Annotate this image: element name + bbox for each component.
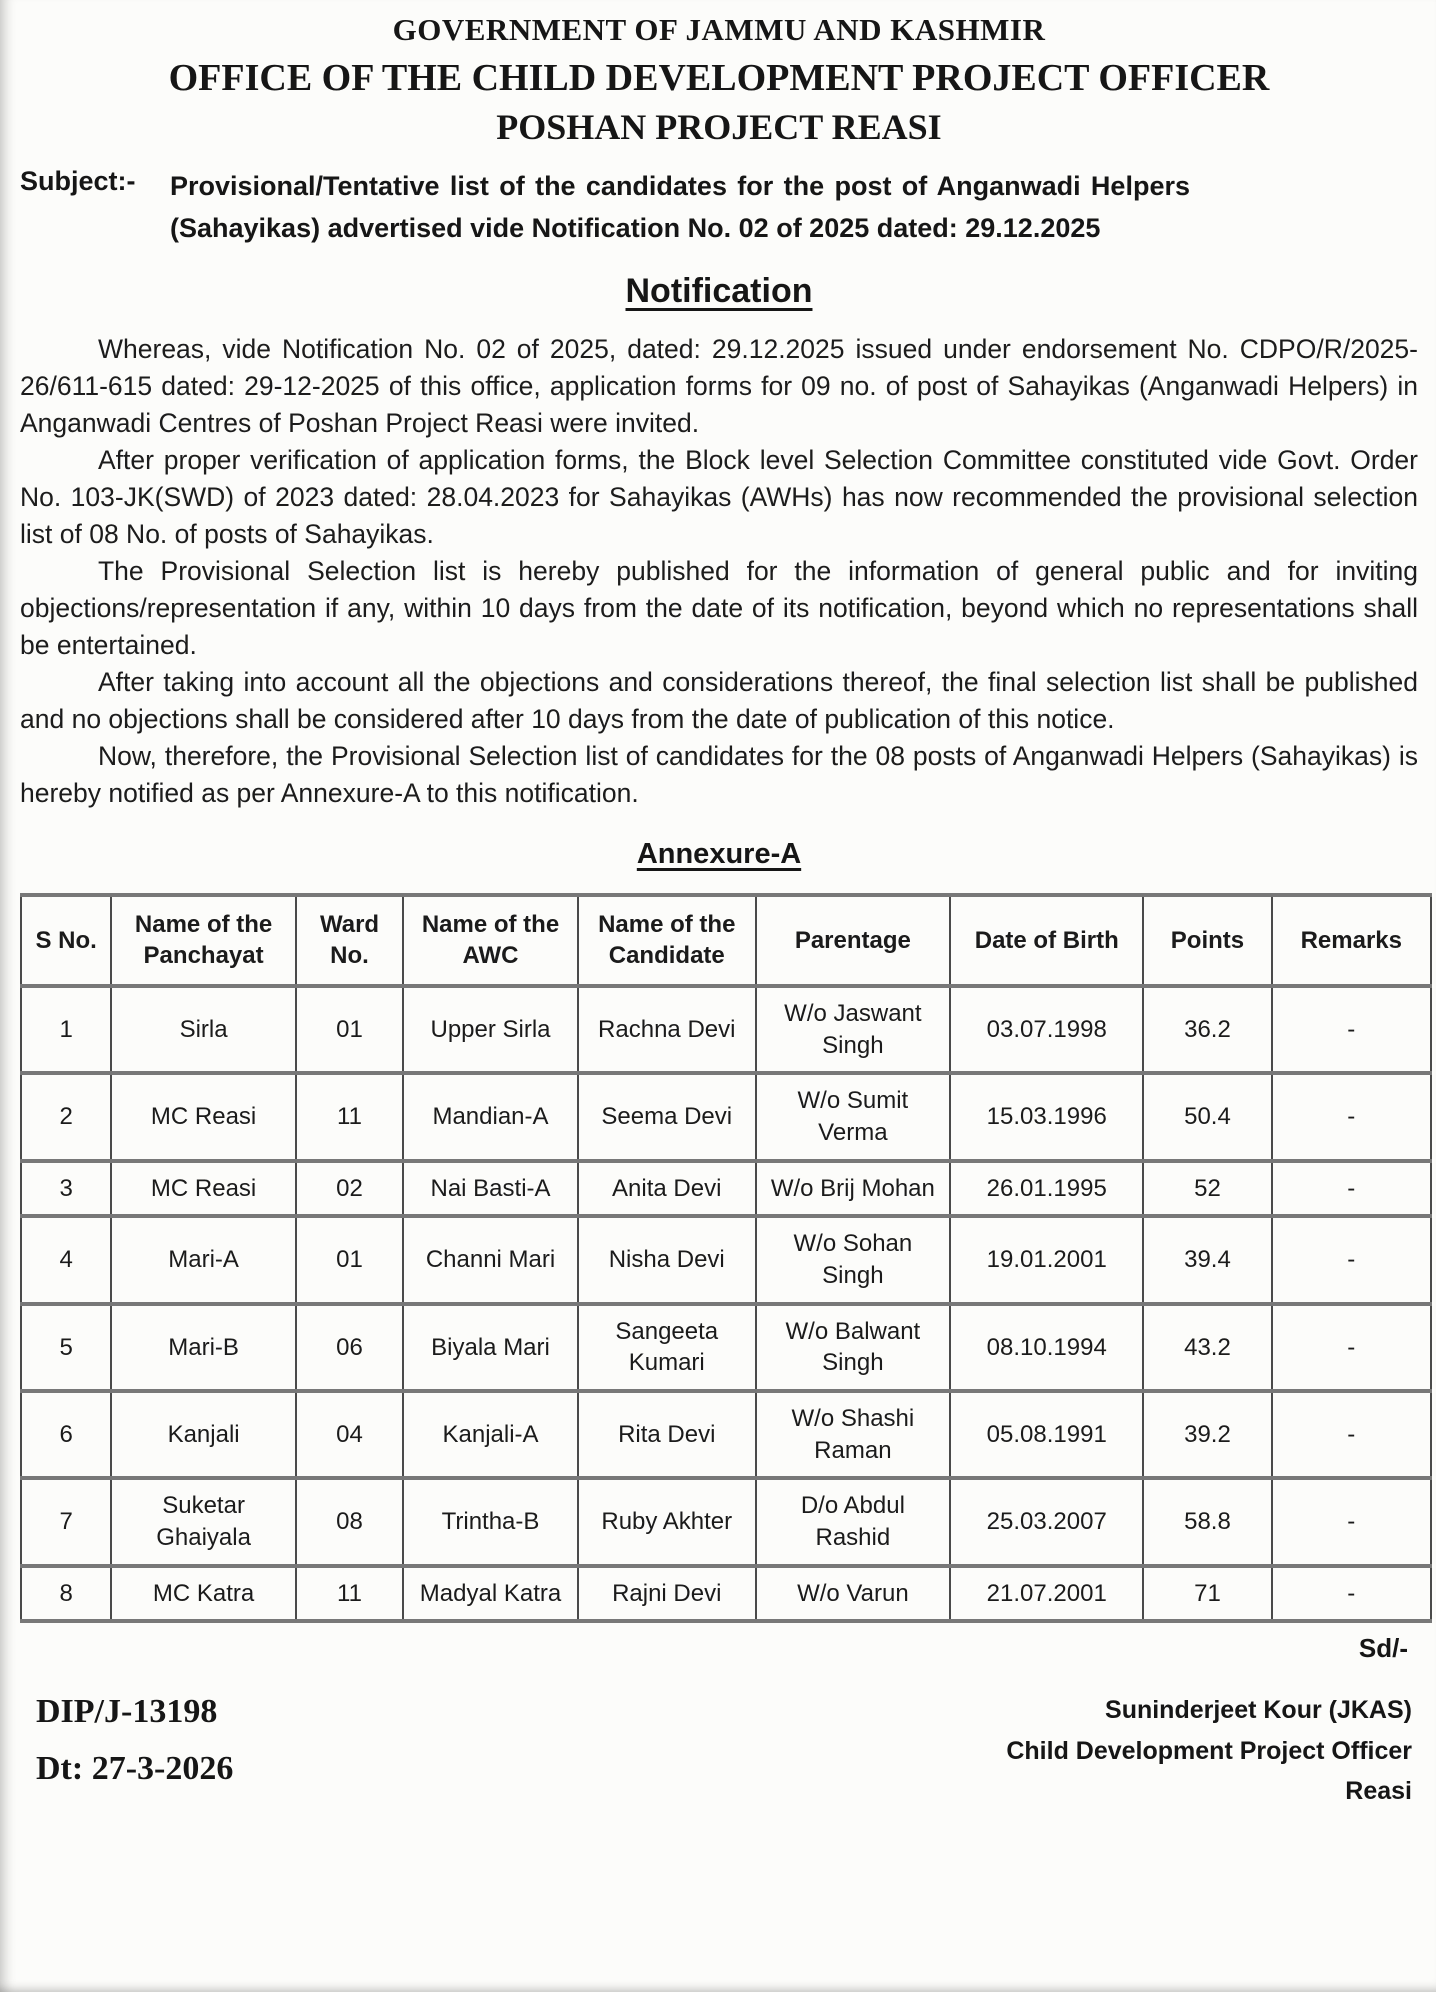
table-cell: 2 [21, 1073, 111, 1160]
table-cell: - [1272, 1478, 1431, 1565]
table-cell: 71 [1143, 1566, 1271, 1622]
table-cell: 11 [296, 1073, 403, 1160]
table-cell: Mari-B [111, 1304, 296, 1391]
table-cell: 19.01.2001 [950, 1216, 1143, 1303]
subject-text: Provisional/Tentative list of the candidates for the post of Anganwadi Helpers (Sahayikas) advertised vide Notification No. 02 of 2025 dated: 29.12.2025 [170, 171, 1190, 243]
signatory-name: Suninderjeet Kour (JKAS) [1105, 1696, 1412, 1725]
table-cell: W/o Shashi Raman [756, 1391, 951, 1478]
subject-block [20, 166, 1418, 250]
masthead [20, 10, 1418, 148]
table-cell: D/o Abdul Rashid [756, 1478, 951, 1565]
table-header-cell: Name of the Panchayat [111, 895, 296, 986]
table-cell: - [1272, 1161, 1431, 1217]
table-cell: - [1272, 986, 1431, 1073]
table-header-cell: Points [1143, 895, 1271, 986]
table-cell: 5 [21, 1304, 111, 1391]
table-cell: 05.08.1991 [950, 1391, 1143, 1478]
table-cell: Channi Mari [403, 1216, 578, 1303]
table-cell: Rajni Devi [578, 1566, 756, 1622]
signature-block [1006, 1670, 1418, 1812]
government-title: GOVERNMENT OF JAMMU AND KASHMIR [392, 12, 1046, 47]
table-cell: W/o Sumit Verma [756, 1073, 951, 1160]
table-cell: 06 [296, 1304, 403, 1391]
table-cell: 21.07.2001 [950, 1566, 1143, 1622]
table-cell: 08.10.1994 [950, 1304, 1143, 1391]
table-cell: 8 [21, 1566, 111, 1622]
table-cell: Madyal Katra [403, 1566, 578, 1622]
table-cell: 01 [296, 986, 403, 1073]
table-cell: 3 [21, 1161, 111, 1217]
table-cell: 08 [296, 1478, 403, 1565]
project-title: POSHAN PROJECT REASI [496, 107, 942, 147]
table-cell: 7 [21, 1478, 111, 1565]
table-cell: 01 [296, 1216, 403, 1303]
table-cell: Mari-A [111, 1216, 296, 1303]
table-cell: Sangeeta Kumari [578, 1304, 756, 1391]
table-header-cell: Name of the Candidate [578, 895, 756, 986]
table-cell: Kanjali-A [403, 1391, 578, 1478]
table-header-cell: Parentage [756, 895, 951, 986]
table-cell: 6 [21, 1391, 111, 1478]
dip-block [20, 1670, 233, 1812]
table-header-cell: Ward No. [296, 895, 403, 986]
table-cell: 50.4 [1143, 1073, 1271, 1160]
table-row [21, 1161, 1431, 1217]
table-cell: 36.2 [1143, 986, 1271, 1073]
table-cell: - [1272, 1391, 1431, 1478]
table-cell: W/o Balwant Singh [756, 1304, 951, 1391]
table-cell: - [1272, 1304, 1431, 1391]
table-cell: 15.03.1996 [950, 1073, 1143, 1160]
table-cell: - [1272, 1566, 1431, 1622]
table-cell: MC Reasi [111, 1073, 296, 1160]
signatory-title: Child Development Project Officer [1006, 1736, 1412, 1765]
table-cell: Trintha-B [403, 1478, 578, 1565]
table-cell: Rachna Devi [578, 986, 756, 1073]
table-header-cell: Date of Birth [950, 895, 1143, 986]
table-cell: Ruby Akhter [578, 1478, 756, 1565]
table-cell: Seema Devi [578, 1073, 756, 1160]
sd-line: Sd/- [1358, 1633, 1408, 1664]
table-cell: 11 [296, 1566, 403, 1622]
table-cell: Suketar Ghaiyala [111, 1478, 296, 1565]
table-cell: 03.07.1998 [950, 986, 1143, 1073]
table-cell: - [1272, 1073, 1431, 1160]
table-cell: Mandian-A [403, 1073, 578, 1160]
notification-paragraph: After taking into account all the objections and considerations thereof, the final selection list shall be published and no objections shall be considered after 10 days from the date of publication of this notice. [20, 666, 1418, 734]
table-header-cell: S No. [21, 895, 111, 986]
footer [20, 1670, 1418, 1812]
table-row [21, 986, 1431, 1073]
notification-paragraph: Now, therefore, the Provisional Selection list of candidates for the 08 posts of Anganwadi Helpers (Sahayikas) is hereby notified as per Annexure-A to this notification. [20, 740, 1418, 808]
table-cell: Nai Basti-A [403, 1161, 578, 1217]
table-cell: 02 [296, 1161, 403, 1217]
table-row [21, 1391, 1431, 1478]
subject-label: Subject:- [20, 166, 136, 196]
table-cell: W/o Jaswant Singh [756, 986, 951, 1073]
table-header-cell: Name of the AWC [403, 895, 578, 986]
dip-number: DIP/J-13198 [36, 1693, 218, 1731]
table-cell: Nisha Devi [578, 1216, 756, 1303]
table-cell: 58.8 [1143, 1478, 1271, 1565]
table-cell: 26.01.1995 [950, 1161, 1143, 1217]
table-cell: 4 [21, 1216, 111, 1303]
table-header-row [21, 895, 1431, 986]
annexure-table [20, 893, 1432, 1624]
table-header-cell: Remarks [1272, 895, 1431, 986]
table-row [21, 1566, 1431, 1622]
annexure-heading: Annexure-A [636, 837, 802, 870]
office-title: OFFICE OF THE CHILD DEVELOPMENT PROJECT OFFICER [168, 57, 1270, 99]
table-body [21, 986, 1431, 1621]
table-cell: Upper Sirla [403, 986, 578, 1073]
notification-paragraph: The Provisional Selection list is hereby published for the information of general public and for inviting objections/representation if any, within 10 days from the date of its notification, beyond which no representations shall be entertained. [20, 555, 1418, 660]
table-cell: 1 [21, 986, 111, 1073]
table-cell: W/o Sohan Singh [756, 1216, 951, 1303]
table-cell: 25.03.2007 [950, 1478, 1143, 1565]
table-cell: 43.2 [1143, 1304, 1271, 1391]
table-cell: - [1272, 1216, 1431, 1303]
notification-body [20, 331, 1418, 812]
table-cell: 52 [1143, 1161, 1271, 1217]
table-cell: 39.2 [1143, 1391, 1271, 1478]
table-cell: Kanjali [111, 1391, 296, 1478]
table-cell: W/o Varun [756, 1566, 951, 1622]
table-cell: 39.4 [1143, 1216, 1271, 1303]
table-cell: Biyala Mari [403, 1304, 578, 1391]
table-cell: MC Reasi [111, 1161, 296, 1217]
table-cell: 04 [296, 1391, 403, 1478]
table-cell: Rita Devi [578, 1391, 756, 1478]
table-cell: W/o Brij Mohan [756, 1161, 951, 1217]
table-row [21, 1304, 1431, 1391]
table-row [21, 1478, 1431, 1565]
signatory-place: Reasi [1345, 1777, 1412, 1806]
table-row [21, 1216, 1431, 1303]
notification-heading: Notification [625, 271, 813, 310]
table-cell: Sirla [111, 986, 296, 1073]
table-row [21, 1073, 1431, 1160]
table-cell: MC Katra [111, 1566, 296, 1622]
table-cell: Anita Devi [578, 1161, 756, 1217]
notification-paragraph: Whereas, vide Notification No. 02 of 2025, dated: 29.12.2025 issued under endorsement No. CDPO/R/2025-26/611-615 dated: 29-12-2025 of this office, application forms for 09 no. of post of Sahayikas (Anganwadi Helpers) in Anganwadi Centres of Poshan Project Reasi were invited. [20, 333, 1418, 438]
notification-paragraph: After proper verification of application forms, the Block level Selection Committee constituted vide Govt. Order No. 103-JK(SWD) of 2023 dated: 28.04.2023 for Sahayikas (AWHs) has now recommended the provisional selection list of 08 No. of posts of Sahayikas. [20, 444, 1418, 549]
dip-date: Dt: 27-3-2026 [36, 1749, 234, 1787]
